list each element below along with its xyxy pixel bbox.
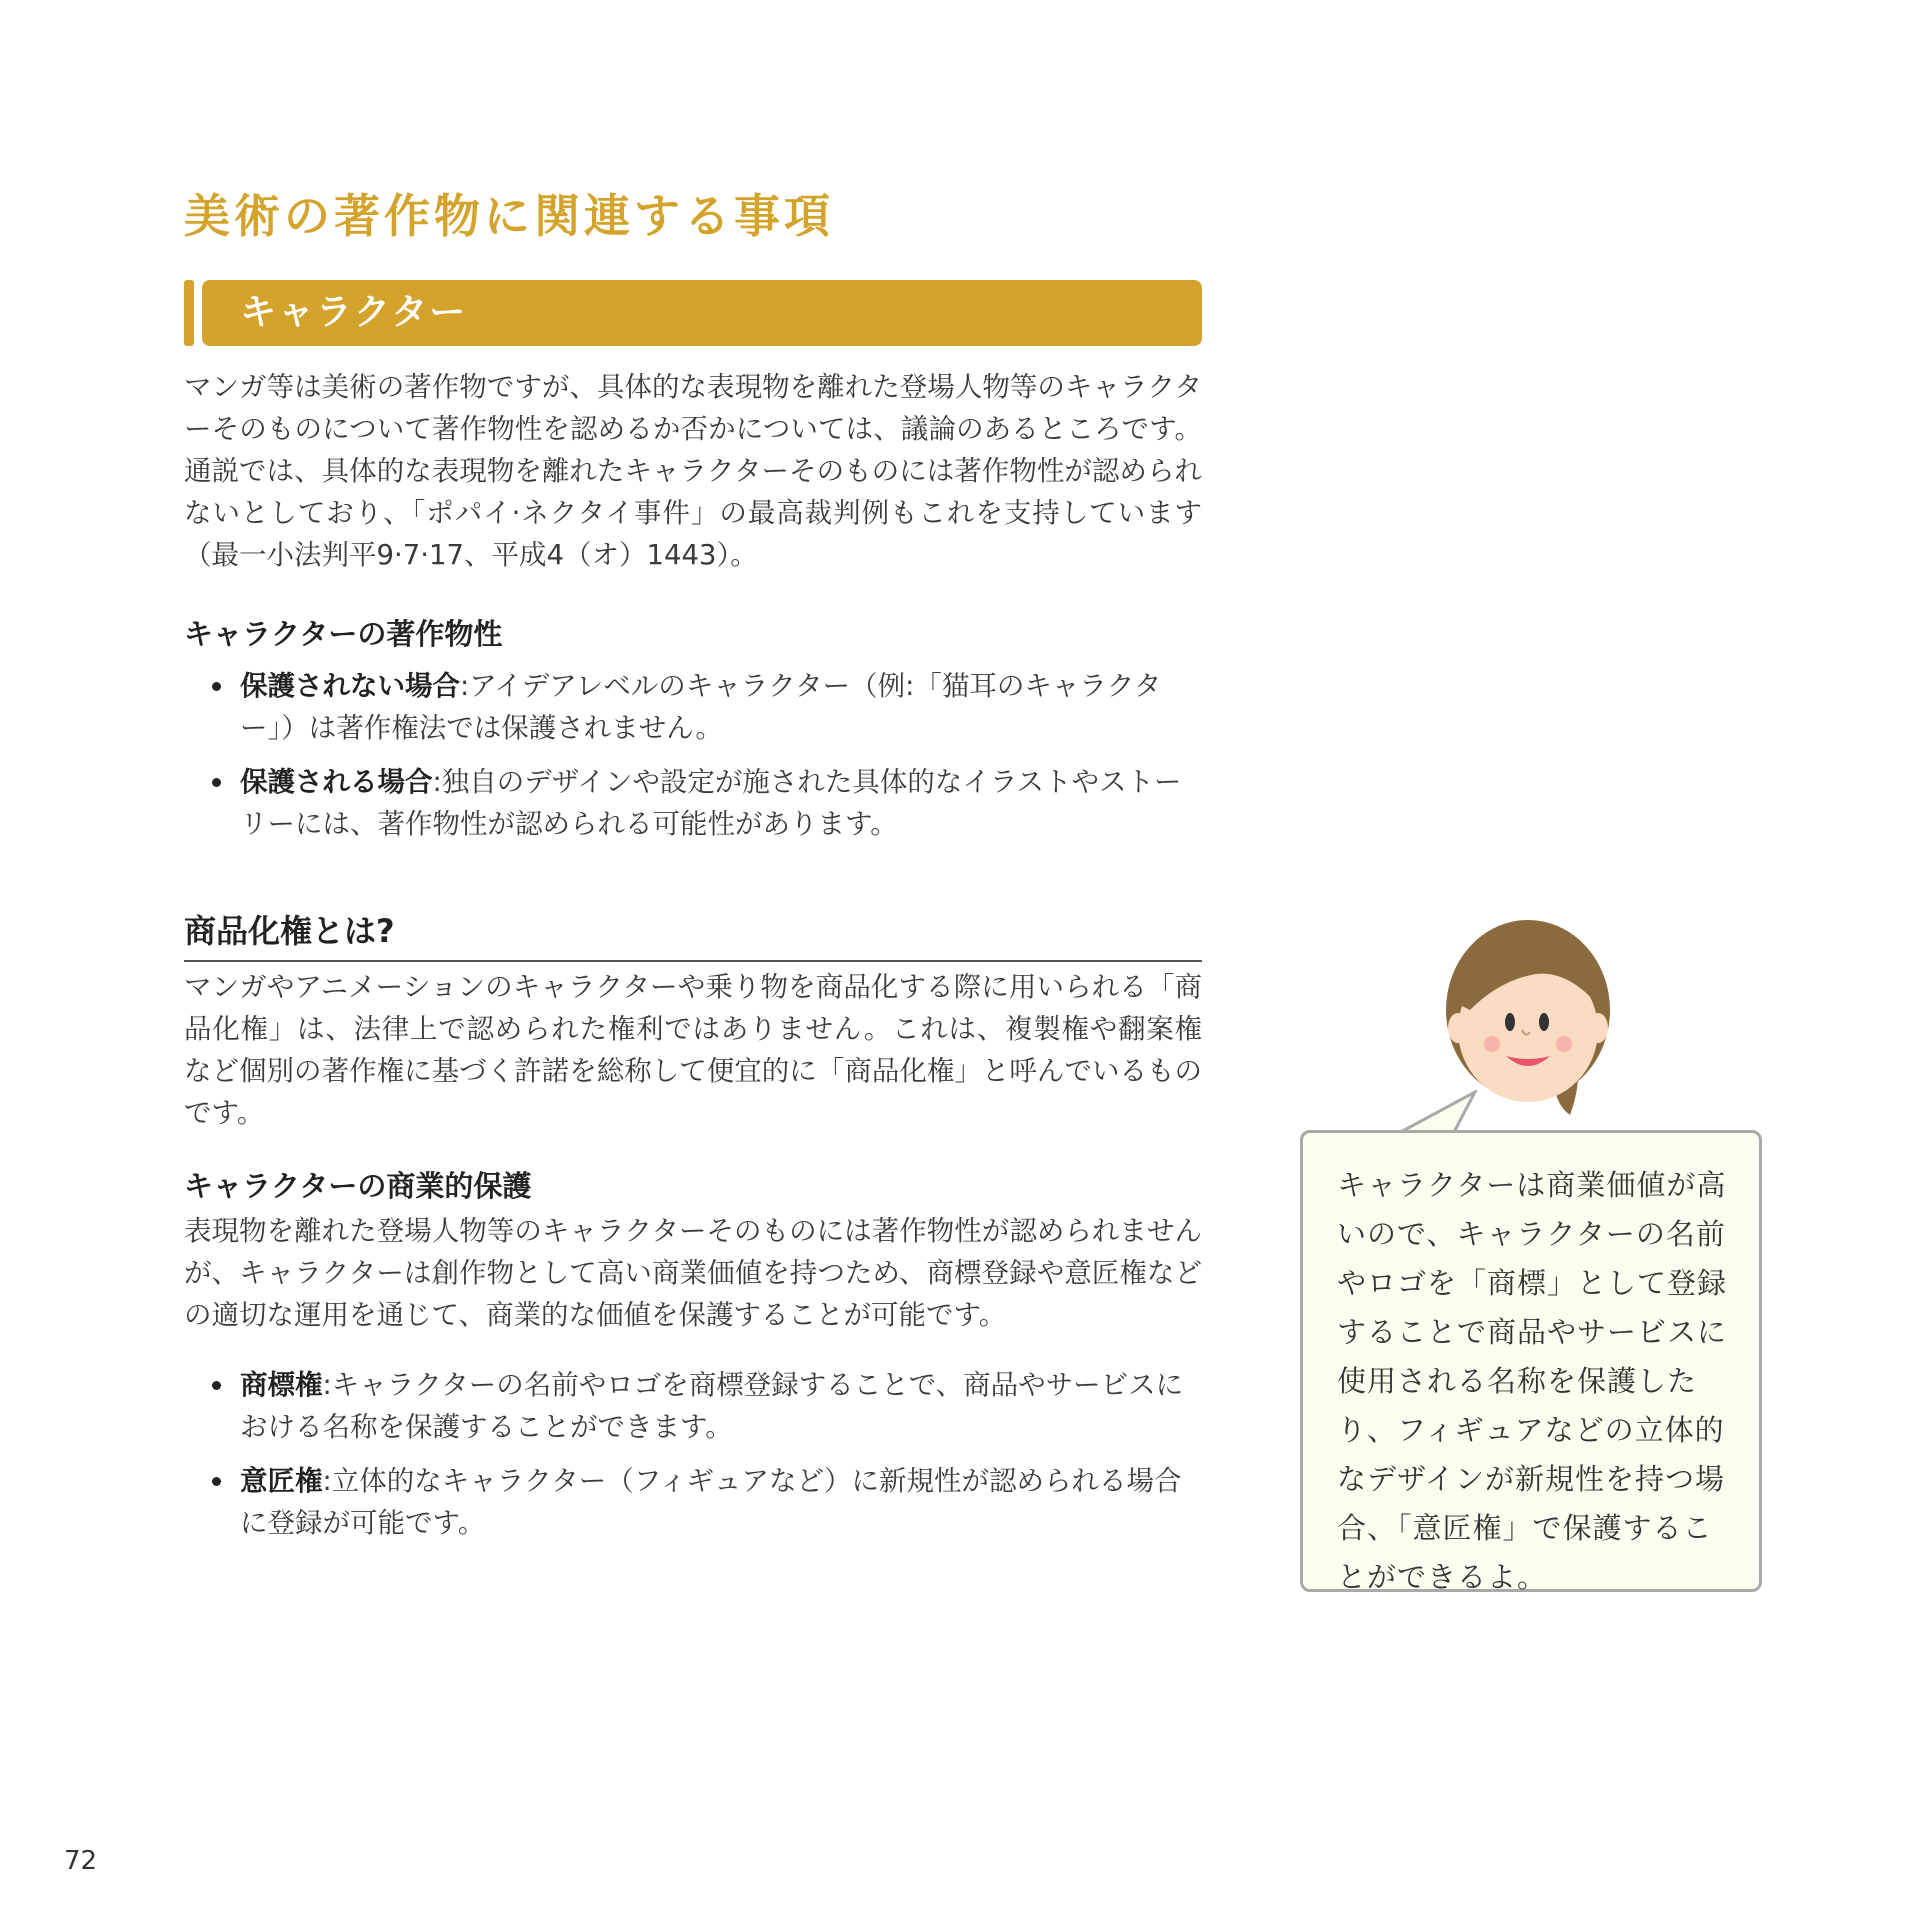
merch-heading: 商品化権とは? [184,906,1202,962]
bullet-text: :独自のデザインや設定が施された具体的なイラストやストーリーには、著作物性が認められる可能性があります。 [240,766,1182,840]
section-heading: キャラクター [240,292,468,333]
bullet-icon [212,778,221,787]
list-item [210,665,1202,749]
merch-paragraph: マンガやアニメーションのキャラクターや乗り物を商品化する際に用いられる「商品化権」は、法律上で認められた権利ではありません。これは、複製権や翻案権など個別の著作権に基づく許諾を総称して便宜的に「商品化権」と呼んでいるものです。 [184,971,1202,1129]
bullet-term: 保護されない場合 [240,670,460,702]
woman-face-icon [1440,910,1620,1120]
commercial-paragraph: 表現物を離れた登場人物等のキャラクターそのものには著作物性が認められませんが、キャラクターは創作物として高い商業価値を持つため、商標登録や意匠権などの適切な運用を通じて、商業的な価値を保護することが可能です。 [184,1215,1202,1331]
commercial-bullet-list [210,1364,1202,1556]
commercial-subheading: キャラクターの商業的保護 [184,1169,532,1203]
page-title: 美術の著作物に関連する事項 [184,189,834,243]
section-bar-accent [184,280,194,346]
bullet-icon [212,682,221,691]
bullet-term: 保護される場合 [240,766,433,798]
section-bar-background [202,280,1202,346]
bullet-text: :立体的なキャラクター（フィギュアなど）に新規性が認められる場合に登録が可能です。 [240,1465,1182,1539]
bullet-term: 商標権 [240,1369,323,1401]
copyright-bullet-list [210,665,1202,857]
page-number: 72 [64,1846,98,1876]
bullet-icon [212,1477,221,1486]
speech-bubble-text: キャラクターは商業価値が高いので、キャラクターの名前やロゴを「商標」として登録することで商品やサービスに使用される名称を保護したり、フィギュアなどの立体的なデザインが新規性を持つ場合、「意匠権」で保護することができるよ。 [1337,1168,1728,1594]
speech-bubble [1300,1130,1762,1592]
intro-paragraph: マンガ等は美術の著作物ですが、具体的な表現物を離れた登場人物等のキャラクターそのものについて著作物性を認めるか否かについては、議論のあるところです。通説では、具体的な表現物を離れたキャラクターそのものには著作物性が認められないとしており、「ポパイ·ネクタイ事件」の最高裁判例もこれを支持しています（最一小法判平9·7·17、平成4（オ）1443）。 [184,371,1202,571]
copyright-subheading: キャラクターの著作物性 [184,617,503,651]
bullet-text: :キャラクターの名前やロゴを商標登録することで、商品やサービスにおける名称を保護することができます。 [240,1369,1184,1443]
bullet-icon [212,1381,221,1390]
bullet-term: 意匠権 [240,1465,323,1497]
bullet-text: :アイデアレベルのキャラクター（例:「猫耳のキャラクター」）は著作権法では保護されません。 [240,670,1162,744]
list-item [210,1460,1202,1544]
section-heading-bar [184,280,1202,346]
list-item [210,1364,1202,1448]
list-item [210,761,1202,845]
